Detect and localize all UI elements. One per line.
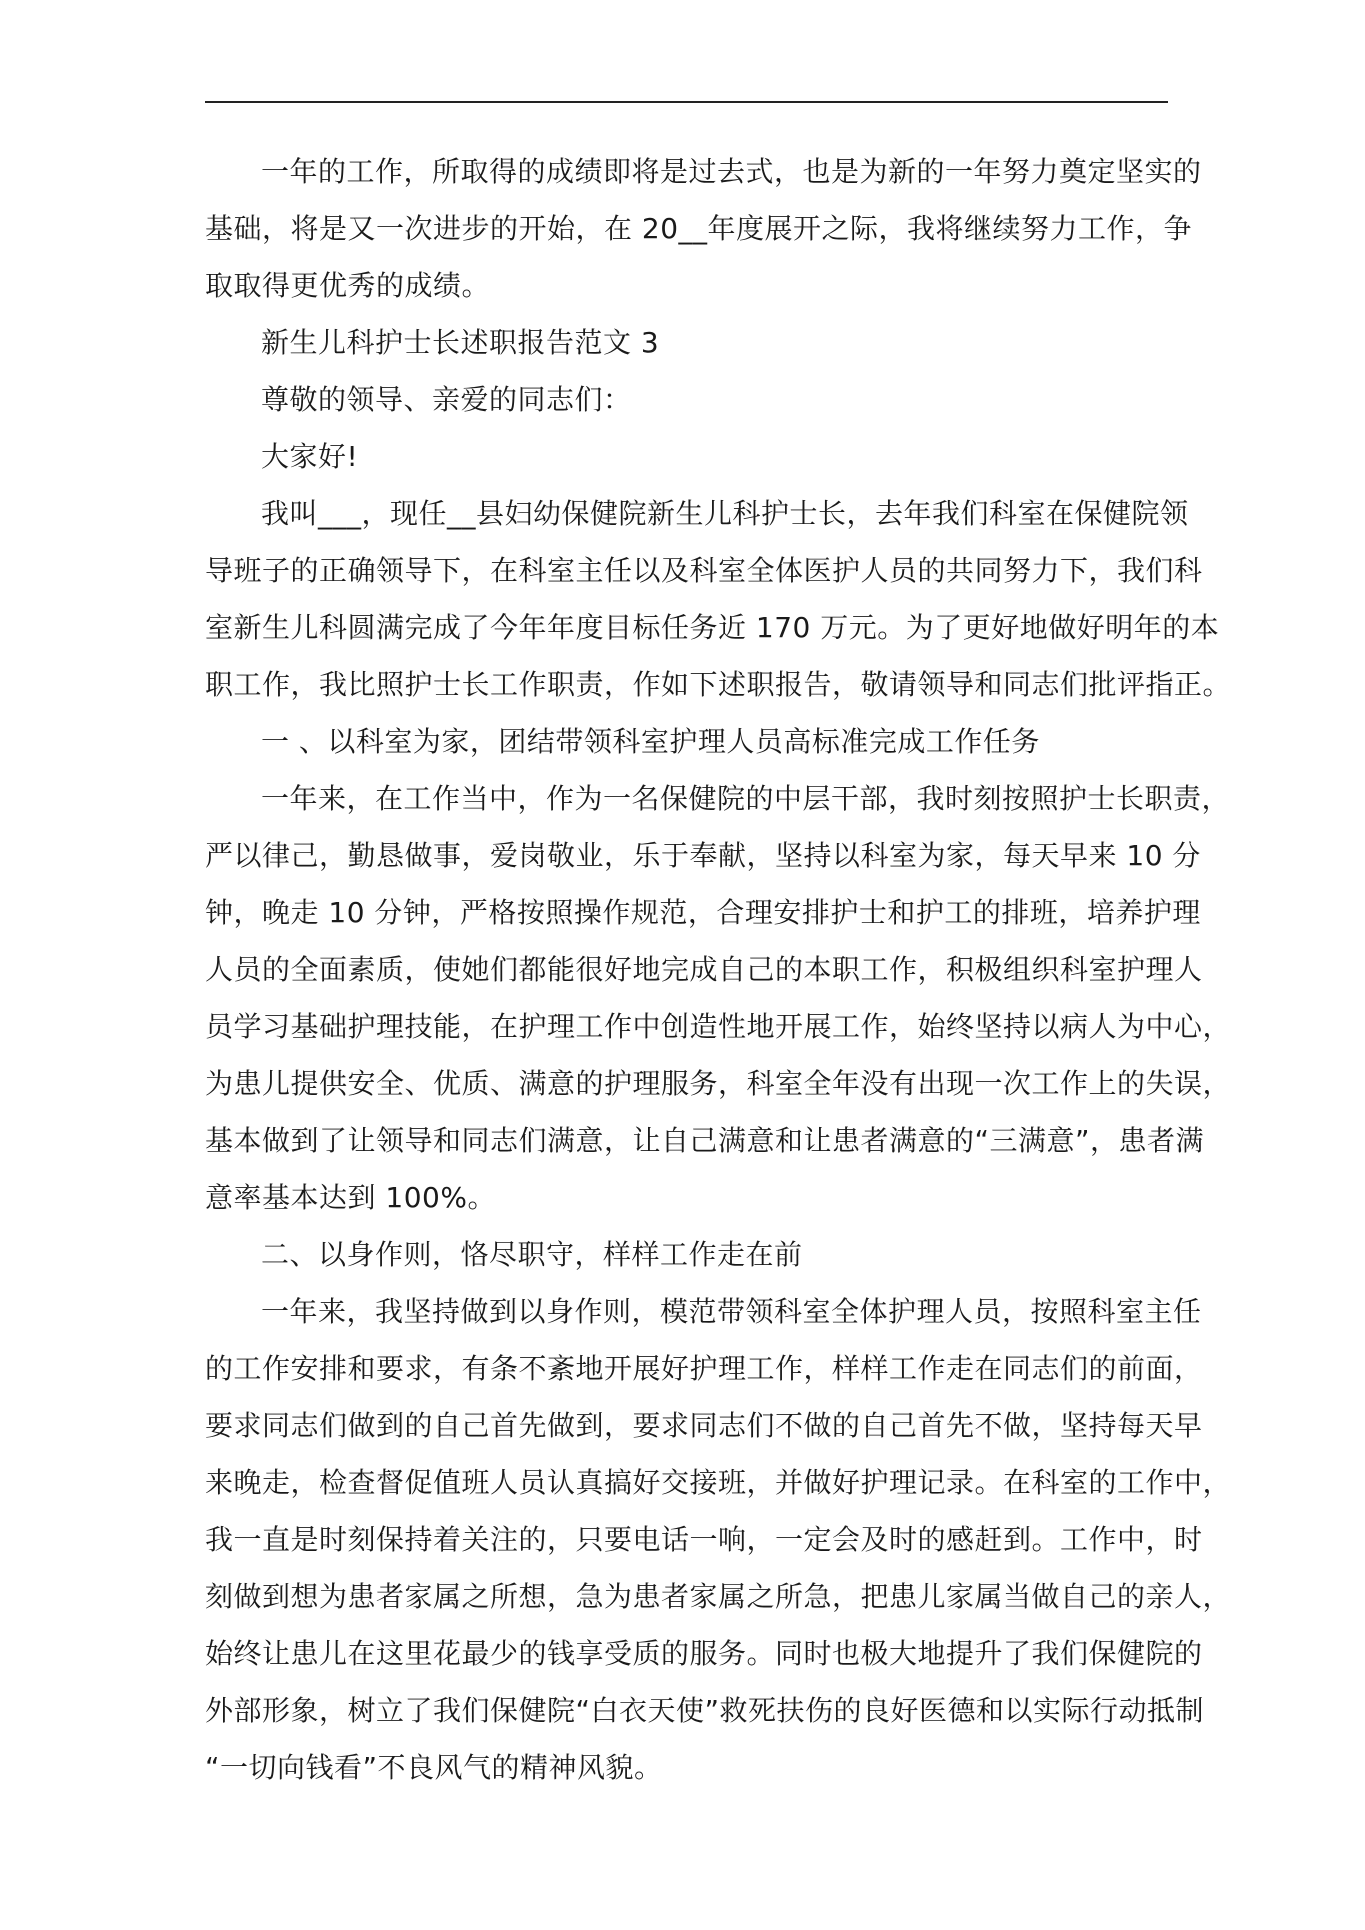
paragraph-section-2-body (205, 1283, 1232, 1796)
text-line: 我一直是时刻保持着关注的，只要电话一响，一定会及时的感赶到。工作中，时 (205, 1523, 1203, 1556)
text-line: “一切向钱看”不良风气的精神风貌。 (205, 1751, 663, 1784)
text-line: 大家好! (261, 440, 359, 473)
text-line: 外部形象，树立了我们保健院“白衣天使”救死扶伤的良好医德和以实际行动抵制 (205, 1694, 1205, 1727)
text-line: 职工作，我比照护士长工作职责，作如下述职报告，敬请领导和同志们批评指正。 (205, 668, 1232, 701)
text-line: 严以律己，勤恳做事，爱岗敬业，乐于奉献，坚持以科室为家，每天早来 10 分 (205, 839, 1201, 872)
text-line: 的工作安排和要求，有条不紊地开展好护理工作，样样工作走在同志们的前面， (205, 1352, 1203, 1385)
text-line: 始终让患儿在这里花最少的钱享受质的服务。同时也极大地提升了我们保健院的 (205, 1637, 1203, 1670)
text-line: 钟，晚走 10 分钟，严格按照操作规范，合理安排护士和护工的排班，培养护理 (205, 896, 1201, 929)
text-line: 刻做到想为患者家属之所想，急为患者家属之所急，把患儿家属当做自己的亲人， (205, 1580, 1232, 1613)
text-line: 基本做到了让领导和同志们满意，让自己满意和让患者满意的“三满意”，患者满 (205, 1124, 1205, 1157)
text-line: 新生儿科护士长述职报告范文 3 (261, 326, 660, 359)
text-line: 基础，将是又一次进步的开始，在 20__年度展开之际，我将继续努力工作，争 (205, 212, 1193, 245)
text-line: 来晚走，检查督促值班人员认真搞好交接班，并做好护理记录。在科室的工作中， (205, 1466, 1232, 1499)
heading-section-1 (205, 713, 1168, 770)
greeting (205, 428, 1168, 485)
text-line: 一 、以科室为家，团结带领科室护理人员高标准完成工作任务 (261, 725, 1040, 758)
paragraph-section-1-body (205, 770, 1232, 1226)
text-line: 为患儿提供安全、优质、满意的护理服务，科室全年没有出现一次工作上的失误， (205, 1067, 1232, 1100)
text-line: 二、以身作则，恪尽职守，样样工作走在前 (261, 1238, 803, 1271)
text-line: 室新生儿科圆满完成了今年年度目标任务近 170 万元。为了更好地做好明年的本 (205, 611, 1220, 644)
text-line: 尊敬的领导、亲爱的同志们： (261, 383, 632, 416)
document-body (205, 143, 1232, 1796)
text-line: 导班子的正确领导下，在科室主任以及科室全体医护人员的共同努力下，我们科 (205, 554, 1203, 587)
text-line: 一年的工作，所取得的成绩即将是过去式，也是为新的一年努力奠定坚实的 (261, 155, 1202, 188)
text-line: 一年来，我坚持做到以身作则，模范带领科室全体护理人员，按照科室主任 (261, 1295, 1202, 1328)
paragraph-closing-summary (205, 143, 1202, 314)
text-line: 要求同志们做到的自己首先做到，要求同志们不做的自己首先不做，坚持每天早 (205, 1409, 1203, 1442)
salutation (205, 371, 1168, 428)
text-line: 人员的全面素质，使她们都能很好地完成自己的本职工作，积极组织科室护理人 (205, 953, 1203, 986)
header-rule (205, 101, 1168, 103)
text-line: 意率基本达到 100%。 (205, 1181, 496, 1214)
text-line: 取取得更优秀的成绩。 (205, 269, 491, 302)
section-title (205, 314, 1168, 371)
heading-section-2 (205, 1226, 1168, 1283)
text-line: 我叫___，现任__县妇幼保健院新生儿科护士长，去年我们科室在保健院领 (261, 497, 1189, 530)
text-line: 一年来，在工作当中，作为一名保健院的中层干部，我时刻按照护士长职责， (261, 782, 1231, 815)
text-line: 员学习基础护理技能，在护理工作中创造性地开展工作，始终坚持以病人为中心， (205, 1010, 1232, 1043)
paragraph-introduction (205, 485, 1232, 713)
